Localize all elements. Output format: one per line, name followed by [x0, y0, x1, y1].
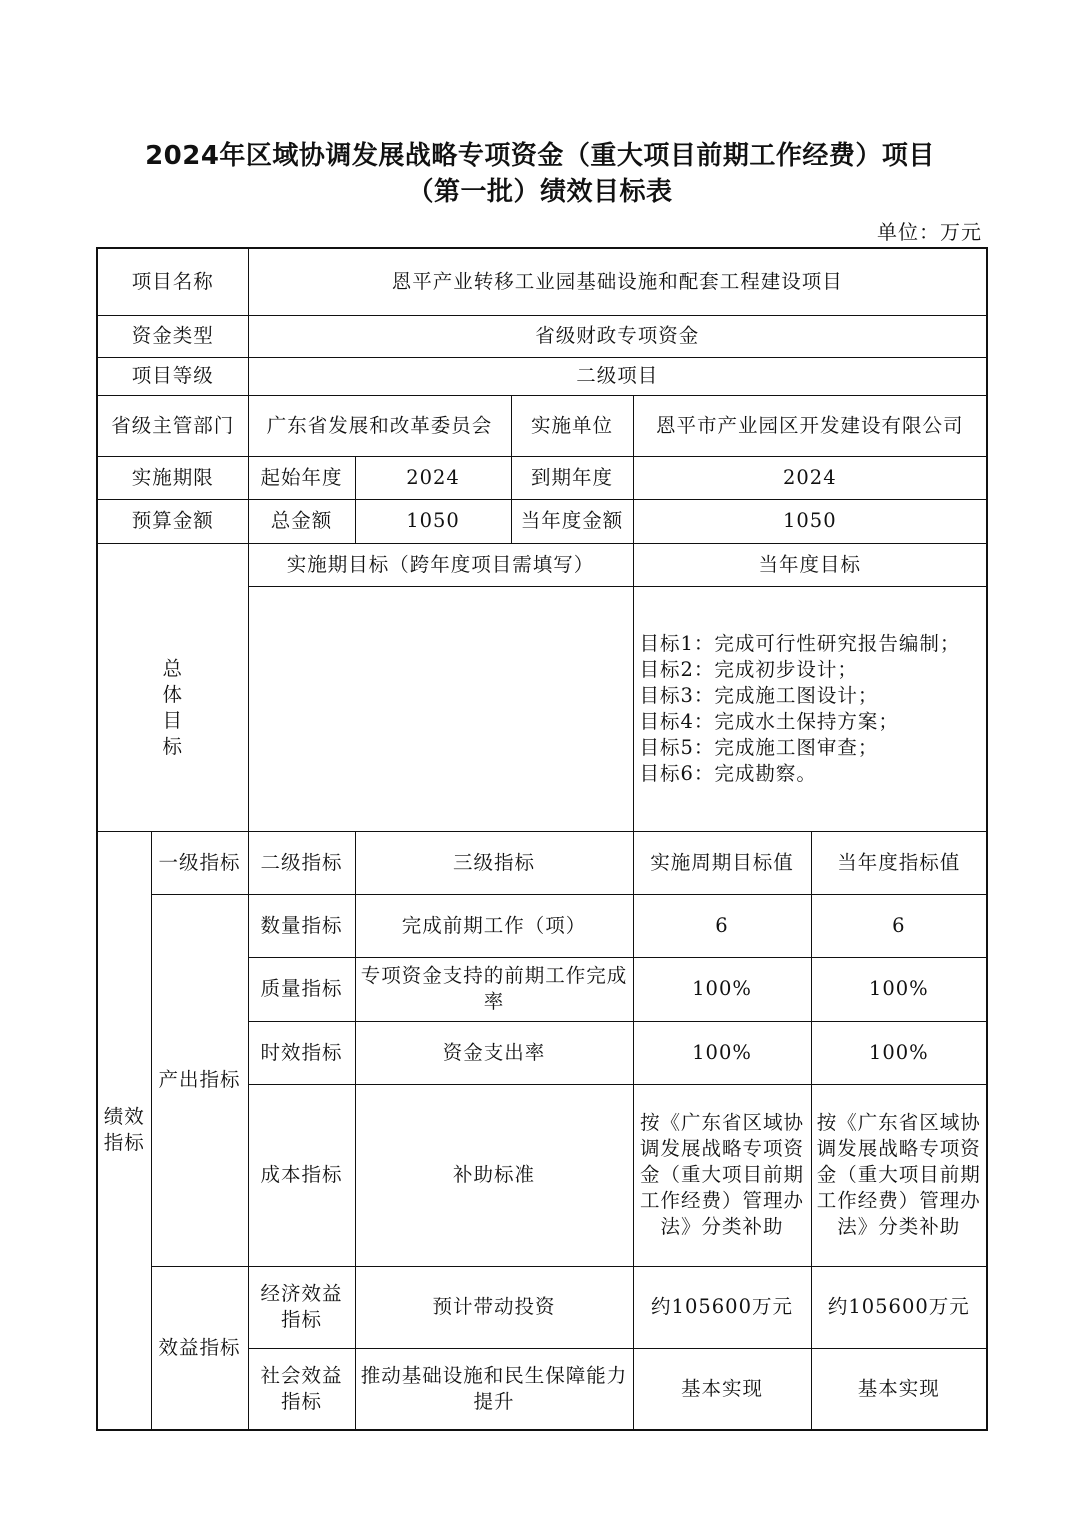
table-row-year: 100% — [811, 957, 987, 1021]
period-goal-header: 实施期目标（跨年度项目需填写） — [248, 543, 633, 586]
table-row-period: 100% — [633, 1021, 811, 1084]
year-goal-item: 目标3：完成施工图设计； — [639, 683, 879, 707]
overall-goal-label: 总 体 目 标 — [97, 586, 248, 831]
budget-label: 预算金额 — [97, 499, 248, 543]
performance-indicator-label: 绩效 指标 — [97, 831, 151, 1430]
header-period-target: 实施周期目标值 — [633, 831, 811, 894]
year-amount-value: 1050 — [633, 499, 987, 543]
year-goal-item: 目标6：完成勘察。 — [639, 761, 817, 785]
end-year-value: 2024 — [633, 456, 987, 499]
table-row-level3: 专项资金支持的前期工作完成率 — [355, 957, 633, 1021]
unit-label: 单位：万元 — [877, 220, 982, 244]
total-amount-label: 总金额 — [248, 499, 355, 543]
table-row-level3: 完成前期工作（项） — [355, 894, 633, 957]
table-row-period: 按《广东省区域协调发展战略专项资金（重大项目前期工作经费）管理办法》分类补助 — [633, 1084, 811, 1266]
period-goal-content — [248, 586, 633, 831]
table-row-level2: 社会效益指标 — [248, 1348, 355, 1430]
header-level1: 一级指标 — [151, 831, 248, 894]
title-line-1: 2024年区域协调发展战略专项资金（重大项目前期工作经费）项目 — [145, 141, 935, 171]
table-row-level2: 经济效益指标 — [248, 1266, 355, 1348]
table-row-year: 基本实现 — [811, 1348, 987, 1430]
table-row-level2: 成本指标 — [248, 1084, 355, 1266]
project-name-value: 恩平产业转移工业园基础设施和配套工程建设项目 — [248, 248, 987, 315]
year-goal-item: 目标5：完成施工图审查； — [639, 735, 879, 759]
table-row-level3: 预计带动投资 — [355, 1266, 633, 1348]
end-year-label: 到期年度 — [511, 456, 633, 499]
table-row-period: 基本实现 — [633, 1348, 811, 1430]
project-name-label: 项目名称 — [97, 248, 248, 315]
table-row-year: 6 — [811, 894, 987, 957]
year-goal-item: 目标2：完成初步设计； — [639, 657, 858, 681]
table-row-period: 约105600万元 — [633, 1266, 811, 1348]
year-goal-item: 目标4：完成水土保持方案； — [639, 709, 899, 733]
table-row-level2: 数量指标 — [248, 894, 355, 957]
header-year-target: 当年度指标值 — [811, 831, 987, 894]
table-row-level3: 资金支出率 — [355, 1021, 633, 1084]
start-year-value: 2024 — [355, 456, 511, 499]
header-level3: 三级指标 — [355, 831, 633, 894]
start-year-label: 起始年度 — [248, 456, 355, 499]
benefit-indicator-label: 效益指标 — [151, 1266, 248, 1430]
table-row-year: 约105600万元 — [811, 1266, 987, 1348]
table-row-period: 6 — [633, 894, 811, 957]
table-row-level3: 推动基础设施和民生保障能力提升 — [355, 1348, 633, 1430]
table-row-level2: 时效指标 — [248, 1021, 355, 1084]
period-label: 实施期限 — [97, 456, 248, 499]
year-amount-label: 当年度金额 — [511, 499, 633, 543]
year-goal-header: 当年度目标 — [633, 543, 987, 586]
header-level2: 二级指标 — [248, 831, 355, 894]
fund-type-value: 省级财政专项资金 — [248, 315, 987, 357]
project-level-value: 二级项目 — [248, 357, 987, 395]
year-goal-list — [633, 586, 987, 831]
output-indicator-label: 产出指标 — [151, 894, 248, 1266]
total-amount-value: 1050 — [355, 499, 511, 543]
fund-type-label: 资金类型 — [97, 315, 248, 357]
title-line-2: （第一批）绩效目标表 — [407, 177, 673, 207]
impl-unit-label: 实施单位 — [511, 395, 633, 456]
table-row-year: 按《广东省区域协调发展战略专项资金（重大项目前期工作经费）管理办法》分类补助 — [811, 1084, 987, 1266]
table-row-year: 100% — [811, 1021, 987, 1084]
impl-unit-value: 恩平市产业园区开发建设有限公司 — [633, 395, 987, 456]
table-row-period: 100% — [633, 957, 811, 1021]
year-goal-item: 目标1：完成可行性研究报告编制； — [639, 631, 961, 655]
table-row-level3: 补助标准 — [355, 1084, 633, 1266]
dept-value: 广东省发展和改革委员会 — [248, 395, 511, 456]
document-title — [0, 138, 1080, 210]
dept-label: 省级主管部门 — [97, 395, 248, 456]
performance-target-table — [96, 247, 988, 1431]
table-row-level2: 质量指标 — [248, 957, 355, 1021]
project-level-label: 项目等级 — [97, 357, 248, 395]
